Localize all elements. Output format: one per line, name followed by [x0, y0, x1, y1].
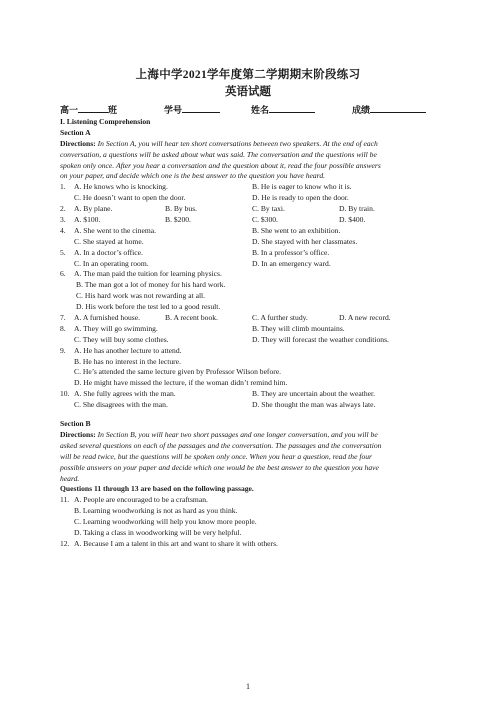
- part-heading: I. Listening Comprehension: [60, 117, 151, 126]
- question-number: 8.: [60, 323, 66, 333]
- directions-text: will be read twice, but the questions will be spoken only once. When you hear a question, read the four: [60, 451, 372, 461]
- question-6-row4: [60, 302, 440, 313]
- exam-subtitle: 英语试题: [225, 86, 271, 98]
- option-b[interactable]: B. By bus.: [165, 204, 198, 214]
- score-blank[interactable]: [370, 103, 426, 113]
- option-d[interactable]: D. She thought the man was always late.: [252, 400, 376, 410]
- option-d[interactable]: D. In an emergency ward.: [252, 258, 331, 268]
- option-a[interactable]: A. They will go swimming.: [74, 323, 158, 333]
- score-field: [352, 103, 426, 116]
- option-a[interactable]: A. Because I am a talent in this art and want to share it with others.: [74, 538, 278, 548]
- option-b[interactable]: B. They are uncertain about the weather.: [252, 389, 375, 399]
- question-10: [60, 389, 440, 400]
- option-b[interactable]: B. $200.: [165, 215, 191, 225]
- exam-body: [60, 117, 440, 550]
- option-d[interactable]: D. They will forecast the weather conditions.: [252, 334, 389, 344]
- option-c[interactable]: C. In an operating room.: [74, 258, 149, 268]
- question-number: 5.: [60, 247, 66, 257]
- question-9-row4: [60, 378, 440, 389]
- option-a[interactable]: A. He has another lecture to attend.: [74, 345, 182, 355]
- grade-blank[interactable]: [78, 103, 108, 113]
- question-number: 12.: [60, 538, 70, 548]
- student-info-line: [60, 103, 440, 115]
- option-a[interactable]: A. $100.: [74, 215, 101, 225]
- option-a[interactable]: A. People are encouraged to be a craftsman.: [74, 495, 208, 505]
- question-11-row2: [60, 506, 440, 517]
- section-a-directions: [60, 139, 440, 150]
- option-c[interactable]: C. He doesn’t want to open the door.: [74, 193, 186, 203]
- option-a[interactable]: A. The man paid the tuition for learning physics.: [74, 269, 222, 279]
- option-b[interactable]: B. He has no interest in the lecture.: [74, 356, 181, 366]
- question-2: [60, 204, 440, 215]
- option-d[interactable]: D. Taking a class in woodworking will be very helpful.: [74, 527, 242, 537]
- grade-field: [60, 103, 117, 116]
- option-a[interactable]: A. She fully agrees with the man.: [74, 389, 176, 399]
- directions-text: asked several questions on each of the passages and the conversation. The passages and the conversation: [60, 440, 382, 450]
- exam-title: 上海中学2021学年度第二学期期末阶段练习: [135, 69, 361, 81]
- question-9-row3: [60, 367, 440, 378]
- option-c[interactable]: C. She stayed at home.: [74, 236, 144, 246]
- section-a-heading: Section A: [60, 127, 91, 137]
- question-number: 1.: [60, 182, 66, 192]
- option-b[interactable]: B. He is eager to know who it is.: [252, 182, 352, 192]
- name-label: 姓名: [251, 105, 270, 115]
- name-field: [251, 103, 315, 116]
- directions-text: possible answers on your paper and decide which one would be the best answer to the question you have: [60, 462, 379, 472]
- option-d[interactable]: D. She stayed with her classmates.: [252, 236, 358, 246]
- question-number: 10.: [60, 389, 70, 399]
- question-9-row2: [60, 357, 440, 368]
- question-number: 2.: [60, 204, 66, 214]
- directions-text: conversation, a questions will be asked about what was said. The conversation and the questions will be: [60, 149, 377, 159]
- name-blank[interactable]: [269, 103, 315, 113]
- option-c[interactable]: C. Learning woodworking will help you know more people.: [74, 517, 257, 527]
- question-10-row2: [60, 400, 440, 411]
- option-b[interactable]: B. A recent book.: [165, 313, 218, 323]
- question-5: [60, 248, 440, 259]
- question-9: [60, 346, 440, 357]
- id-label: 学号: [164, 105, 183, 115]
- option-b[interactable]: B. The man got a lot of money for his hard work.: [76, 280, 226, 290]
- question-4-row2: [60, 237, 440, 248]
- option-c[interactable]: C. A further study.: [252, 313, 308, 323]
- directions-text: spoken only once. After you hear a conversation and the question about it, read the four possible answers: [60, 160, 381, 170]
- question-number: 6.: [60, 269, 66, 279]
- option-c[interactable]: C. She disagrees with the man.: [74, 400, 168, 410]
- question-7: [60, 313, 440, 324]
- directions-text: heard.: [60, 473, 80, 483]
- option-a[interactable]: A. By plane.: [74, 204, 113, 214]
- option-b[interactable]: B. Learning woodworking is not as hard as you think.: [74, 506, 238, 516]
- student-id-field: [164, 103, 220, 116]
- section-b-directions: [60, 430, 440, 441]
- directions-label: Directions:: [60, 429, 96, 439]
- question-11: [60, 495, 440, 506]
- option-d[interactable]: D. By train.: [339, 204, 375, 214]
- directions-text: In Section B, you will hear two short passages and one longer conversation, and you will be: [97, 429, 378, 439]
- spacer: [60, 411, 440, 419]
- option-b[interactable]: B. They will climb mountains.: [252, 323, 345, 333]
- directions-label: Directions:: [60, 138, 96, 148]
- question-11-row3: [60, 517, 440, 528]
- option-a[interactable]: A. He knows who is knocking.: [74, 182, 168, 192]
- option-d[interactable]: D. He might have missed the lecture, if the woman didn’t remind him.: [74, 378, 288, 388]
- class-label: 班: [108, 105, 118, 115]
- id-blank[interactable]: [182, 103, 220, 113]
- question-12: [60, 539, 440, 550]
- question-8-row2: [60, 335, 440, 346]
- question-1: [60, 182, 440, 193]
- question-6: [60, 269, 440, 280]
- question-1-row2: [60, 193, 440, 204]
- section-b-heading: Section B: [60, 419, 91, 429]
- option-d[interactable]: D. A new record.: [339, 313, 391, 323]
- directions-text: In Section A, you will hear ten short conversations between two speakers. At the end of each: [97, 138, 378, 148]
- question-number: 9.: [60, 345, 66, 355]
- question-3: [60, 215, 440, 226]
- question-number: 7.: [60, 313, 66, 323]
- option-b[interactable]: B. In a professor’s office.: [252, 247, 330, 257]
- option-a[interactable]: A. She went to the cinema.: [74, 225, 157, 235]
- question-number: 11.: [60, 495, 70, 505]
- option-d[interactable]: D. His work before the test led to a good result.: [76, 302, 221, 312]
- option-c[interactable]: C. He’s attended the same lecture given by Professor Wilson before.: [74, 367, 282, 377]
- option-d[interactable]: D. $400.: [339, 215, 366, 225]
- score-label: 成绩: [352, 105, 371, 115]
- question-11-row4: [60, 528, 440, 539]
- option-c[interactable]: C. They will buy some clothes.: [74, 334, 169, 344]
- question-8: [60, 324, 440, 335]
- option-b[interactable]: B. She went to an exhibition.: [252, 225, 341, 235]
- question-6-row2: [60, 280, 440, 291]
- option-c[interactable]: C. $300.: [252, 215, 278, 225]
- directions-text: on your paper, and decide which one is the best answer to the question you have heard.: [60, 171, 326, 181]
- question-5-row2: [60, 259, 440, 270]
- option-a[interactable]: A. In a doctor’s office.: [74, 247, 143, 257]
- grade-label: 高一: [60, 105, 79, 115]
- question-4: [60, 226, 440, 237]
- option-d[interactable]: D. He is ready to open the door.: [252, 193, 349, 203]
- question-number: 4.: [60, 225, 66, 235]
- option-c[interactable]: C. By taxi.: [252, 204, 285, 214]
- question-number: 3.: [60, 215, 66, 225]
- question-6-row3: [60, 291, 440, 302]
- passage-note: Questions 11 through 13 are based on the following passage.: [60, 484, 254, 494]
- option-a[interactable]: A. A furnished house.: [74, 313, 141, 323]
- option-c[interactable]: C. His hard work was not rewarding at all.: [76, 291, 206, 301]
- page-number: 1: [246, 682, 250, 691]
